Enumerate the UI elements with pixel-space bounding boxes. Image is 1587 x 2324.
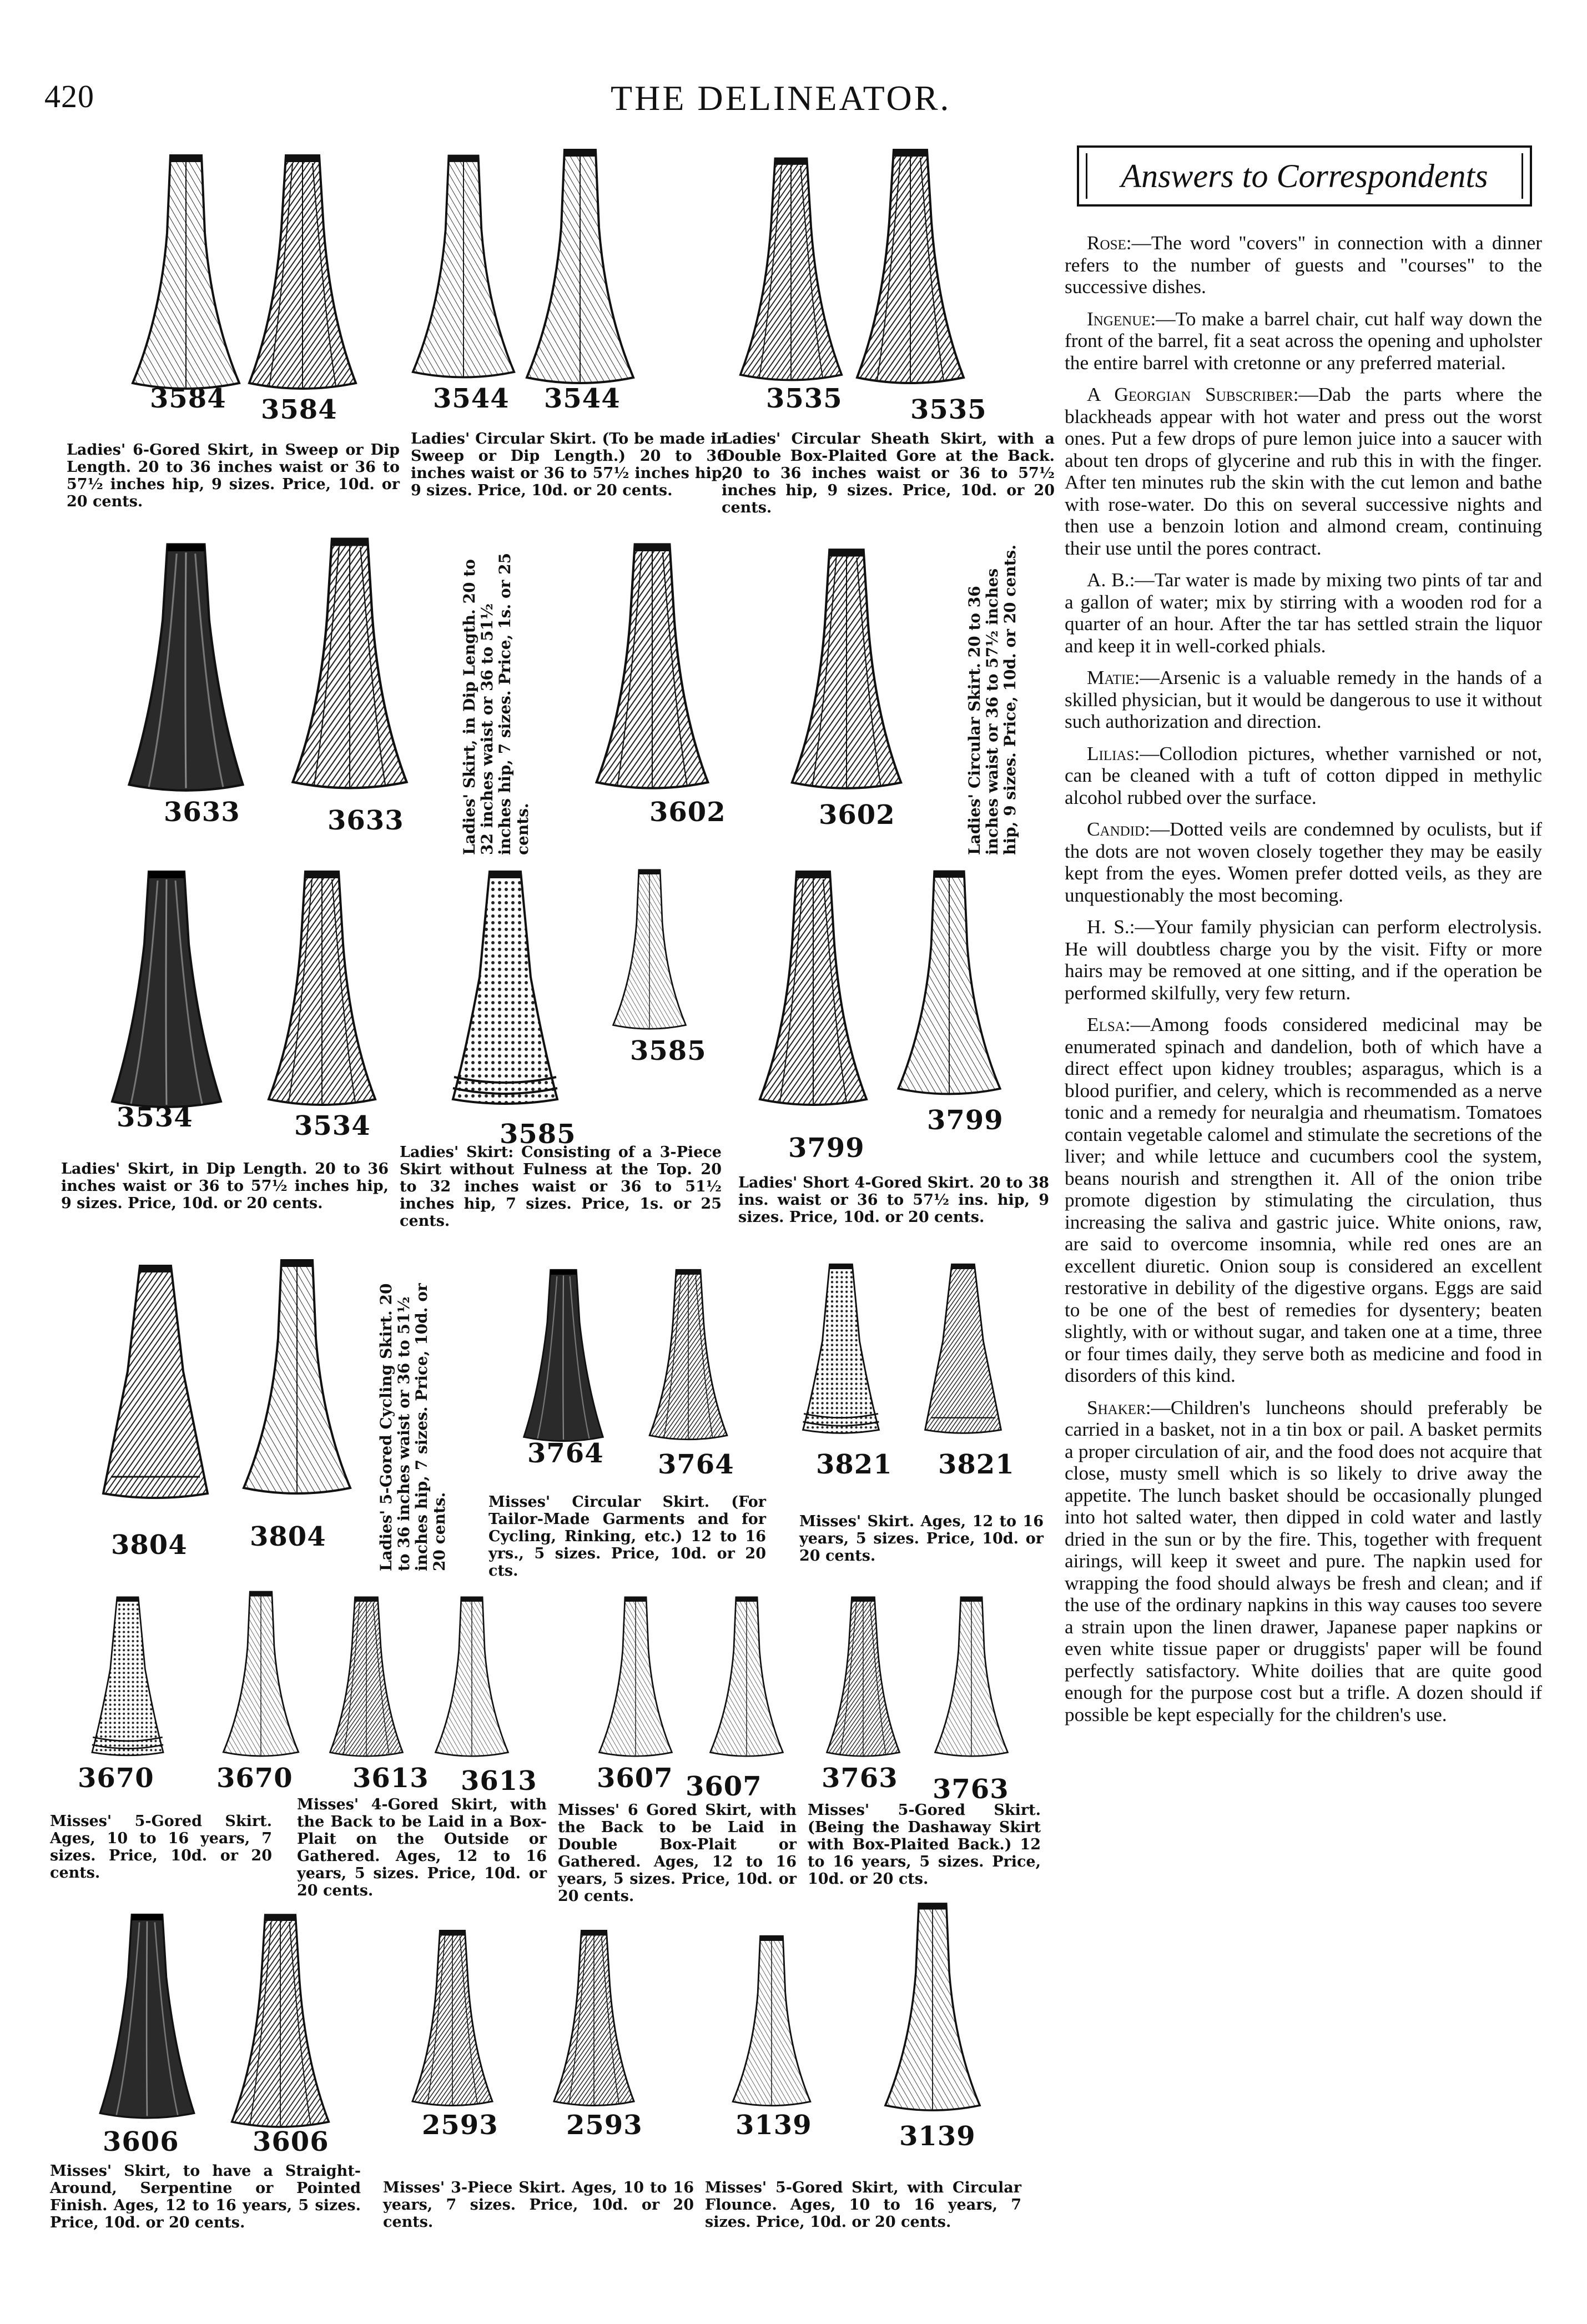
answer-text: —Dab the parts where the blackheads appear with hot water and press out the worst ones. Put a few drops of pure lemon juice into a saucer with about ten drops of glycerine and rub this in with the finger. After ten minutes rub the skin with the cut lemon and bathe with rose-water. Do this on several successive nights and then use a benzoin lotion and almond cream, continuing their use until the pores contract.: [1065, 384, 1542, 559]
correspondent-name: A. B.:: [1087, 569, 1135, 591]
answer-text: —Your family physician can perform electrolysis. He will doubtless charge you by the visit. Fifty or more hairs may be removed at one sitting, and if the operation be performed skilfully, very few return.: [1065, 916, 1543, 1004]
skirt-illustration: [525, 144, 636, 389]
pattern-number: 3606: [253, 2126, 329, 2157]
answers-column: [1065, 232, 1542, 1736]
skirt-illustration: [89, 1260, 222, 1505]
pattern-number: 3139: [735, 2110, 812, 2141]
pattern-number: 2593: [422, 2110, 498, 2141]
pattern-caption: Ladies' Short 4-Gored Skirt. 20 to 38 ins. waist or 36 to 57½ ins. hip, 9 sizes. Price, 10d. or 20 cents.: [738, 1174, 1049, 1226]
pattern-number: 3607: [597, 1763, 673, 1794]
skirt-illustration: [627, 1266, 749, 1443]
skirt-illustration: [921, 1593, 1021, 1760]
skirt-illustration: [117, 539, 255, 794]
pattern-number: 3670: [216, 1763, 293, 1794]
answer-paragraph: [1065, 1014, 1542, 1387]
skirt-illustration: [777, 544, 916, 794]
answer-paragraph: [1065, 384, 1542, 559]
skirt-illustration: [866, 1899, 999, 2115]
skirt-illustration: [810, 1593, 916, 1760]
skirt-illustration: [533, 1926, 655, 2110]
pattern-number: 3584: [261, 394, 337, 425]
pattern-number: 3633: [328, 805, 404, 836]
pattern-caption: Misses' Circular Skirt. (For Tailor-Made Garments and for Cycling, Rinking, etc.) 12 to 16 yrs., 5 sizes. Price, 10d. or 20 cts.: [488, 1493, 766, 1579]
pattern-number: 3534: [294, 1110, 371, 1141]
skirt-illustration: [233, 1255, 361, 1499]
pattern-number: 3799: [788, 1133, 865, 1164]
pattern-number: 3535: [910, 394, 987, 425]
correspondent-name: Matie:: [1087, 667, 1140, 688]
answer-text: —Dotted veils are condemned by oculists, but if the dots are not woven closely together they may be easily kept from the eyes. Women prefer dotted veils, as they are unquestionably the most becoming.: [1065, 818, 1542, 906]
pattern-number: 3763: [822, 1763, 898, 1794]
correspondent-name: Ingenue:: [1087, 308, 1156, 330]
skirt-illustration: [389, 1926, 516, 2110]
pattern-number: 3534: [117, 1102, 193, 1133]
skirt-illustration: [283, 533, 416, 794]
answer-paragraph: [1065, 308, 1542, 374]
pattern-caption: Misses' 5-Gored Skirt. (Being the Dashaway Skirt with Box-Plaited Back.) 12 to 16 years, 5 sizes. Price, 10d. or 20 cts.: [808, 1802, 1041, 1888]
skirt-illustration: [694, 1593, 799, 1760]
correspondent-name: Lilias:: [1087, 742, 1140, 764]
page-number: 420: [44, 78, 94, 114]
pattern-caption: Misses' 6 Gored Skirt, with the Back to be Laid in Double Box-Plait or Gathered. Ages, 12 to 16 years, 5 sizes. Price, 10d. or 20 cents.: [558, 1802, 797, 1905]
skirt-illustration: [247, 150, 358, 394]
answer-text: —Tar water is made by mixing two pints of tar and a gallon of water; mix by stirring with a wooden rod for a quarter of an hour. After the tar has settled strain the liquor and keep it in well-corked phials.: [1065, 569, 1543, 657]
pattern-number: 3764: [658, 1449, 734, 1480]
skirt-illustration: [855, 144, 966, 389]
pattern-caption: Misses' 5-Gored Skirt, with Circular Flounce. Ages, 10 to 16 years, 7 sizes. Price, 10d. or 20 cents.: [705, 2179, 1021, 2231]
pattern-caption: Misses' 5-Gored Skirt. Ages, 10 to 16 years, 7 sizes. Price, 10d. or 20 cents.: [50, 1813, 272, 1882]
skirt-illustration: [716, 1932, 827, 2110]
correspondent-name: Rose:: [1087, 232, 1132, 254]
pattern-caption: Ladies' Skirt, in Dip Length. 20 to 36 inches waist or 36 to 57½ inches hip, 9 sizes. Price, 10d. or 20 cents.: [61, 1160, 389, 1212]
pattern-number: 3584: [150, 383, 226, 414]
correspondent-name: Elsa:: [1087, 1014, 1131, 1035]
pattern-number: 2593: [566, 2110, 643, 2141]
skirt-illustration: [83, 1910, 211, 2121]
pattern-number: 3804: [111, 1530, 188, 1561]
pattern-number: 3602: [819, 799, 895, 831]
skirt-illustration: [788, 1260, 894, 1438]
answer-text: —Among foods considered medicinal may be enumerated spinach and dandelion, both of which have a direct effect upon kidney troubles; asparagus, which is a blood purifier, and celery, which is recommended as a nerve tonic and a remedy for neuralgia and rheumatism. Tomatoes contain vegetable calomel and stimulate the secretions of the liver; and while lettuce and cucumbers cool the system, beans nourish and strengthen it. All of the onion tribe promote digestion by stimulating the circulation, thus increasing the saliva and gastric juice. White onions, raw, are said to overcome insomnia, while red ones are an excellent diuretic. Onion soup is considered an excellent restorative in debility of the digestive organs. Eggs are said to be one of the best of remedies for dysentery; beaten slightly, with or without sugar, and taken one at a time, three or four times daily, they serve both as medicine and food in disorders of this kind.: [1065, 1014, 1542, 1386]
pattern-number: 3544: [544, 383, 621, 414]
skirt-illustration: [744, 866, 883, 1110]
pattern-number: 3139: [899, 2121, 976, 2152]
skirt-illustration: [583, 1593, 688, 1760]
correspondent-name: A Georgian Subscriber:: [1087, 384, 1299, 405]
pattern-caption: Misses' Skirt, to have a Straight-Around, Serpentine or Pointed Finish. Ages, 12 to 16 years, 5 sizes. Price, 10d. or 20 cents.: [50, 2162, 361, 2231]
skirt-illustration: [500, 1266, 627, 1443]
skirt-illustration: [910, 1260, 1016, 1438]
skirt-illustration: [605, 866, 694, 1033]
pattern-number: 3613: [352, 1763, 429, 1794]
skirt-illustration: [316, 1593, 416, 1760]
skirt-illustration: [422, 1593, 522, 1760]
answer-paragraph: [1065, 818, 1542, 906]
pattern-number: 3544: [433, 383, 510, 414]
pattern-number: 3606: [103, 2126, 179, 2157]
pattern-caption: Misses' Skirt. Ages, 12 to 16 years, 5 sizes. Price, 10d. or 20 cents.: [799, 1513, 1044, 1565]
pattern-number: 3764: [527, 1438, 604, 1469]
pattern-caption: Ladies' Circular Skirt. (To be made in Sweep or Dip Length.) 20 to 36 inches waist or 36 to 57½ inches hip, 9 sizes. Price, 10d. or 20 cents.: [411, 430, 727, 499]
pattern-number: 3763: [933, 1774, 1009, 1805]
pattern-caption: Misses' 4-Gored Skirt, with the Back to be Laid in a Box-Plait on the Outside or Gathered. Ages, 12 to 16 years, 5 sizes. Price, 10d. or 20 cents.: [297, 1796, 547, 1899]
skirt-illustration: [577, 539, 727, 794]
skirt-illustration: [67, 1593, 189, 1760]
skirt-illustration: [427, 866, 583, 1110]
pattern-number: 3804: [250, 1521, 326, 1552]
answer-paragraph: [1065, 743, 1542, 809]
skirt-illustration: [255, 866, 389, 1110]
pattern-number: 3613: [461, 1765, 537, 1797]
correspondent-name: Candid:: [1087, 818, 1150, 840]
answer-text: —To make a barrel chair, cut half way down the front of the barrel, fit a seat across the opening and upholster the entire barrel with cretonne or any preferred material.: [1065, 308, 1542, 374]
skirt-illustration: [130, 150, 241, 394]
skirt-illustration: [216, 1910, 344, 2132]
pattern-caption: Misses' 3-Piece Skirt. Ages, 10 to 16 years, 7 sizes. Price, 10d. or 20 cents.: [383, 2179, 694, 2231]
pattern-number: 3602: [649, 797, 726, 828]
answer-text: —The word "covers" in connection with a dinner refers to the number of guests and "courses" to the successive dishes.: [1065, 232, 1542, 298]
pattern-number: 3821: [816, 1449, 893, 1480]
column-heading-box: [1077, 145, 1532, 207]
answer-text: —Arsenic is a valuable remedy in the hands of a skilled physician, but it would be dangerous to use it without such authorization and direction.: [1065, 667, 1542, 732]
skirt-illustration: [411, 144, 516, 389]
pattern-number: 3633: [164, 797, 240, 828]
pattern-number: 3585: [500, 1119, 576, 1150]
pattern-caption: Ladies' 6-Gored Skirt, in Sweep or Dip Length. 20 to 36 inches waist or 36 to 57½ inches hip, 9 sizes. Price, 10d. or 20 cents.: [67, 441, 400, 510]
pattern-number: 3585: [630, 1035, 707, 1067]
pattern-caption: Ladies' Skirt: Consisting of a 3-Piece Skirt without Fulness at the Top. 20 to 32 inches waist or 36 to 51½ inches hip, 7 sizes. Price, 1s. or 25 cents.: [400, 1144, 722, 1230]
pattern-caption-vertical: Ladies' 5-Gored Cycling Skirt. 20 to 36 inches waist or 36 to 51½ inches hip, 7 sizes. Price, 10d. or 20 cents.: [377, 1283, 449, 1571]
answer-paragraph: [1065, 1397, 1542, 1726]
answer-paragraph: [1065, 569, 1542, 657]
answer-text: —Collodion pictures, whether varnished or not, can be cleaned with a tuft of cotton dipped in methylic alcohol rubbed over the surface.: [1065, 742, 1542, 808]
pattern-number: 3607: [686, 1771, 762, 1802]
pattern-caption-vertical: Ladies' Circular Skirt. 20 to 36 inches waist or 36 to 57½ inches hip, 9 sizes. Price, 10d. or 20 cents.: [965, 544, 1019, 855]
pattern-number: 3670: [78, 1763, 154, 1794]
pattern-number: 3821: [938, 1449, 1015, 1480]
pattern-caption: Ladies' Circular Sheath Skirt, with a Double Box-Plaited Gore at the Back. 20 to 36 inches waist or 36 to 57½ inches hip, 9 sizes. Price, 10d. or 20 cents.: [722, 430, 1055, 516]
answer-text: —Children's luncheons should preferably be carried in a basket, not in a tin box or pail. A basket permits a proper circulation of air, and the food does not acquire that close, musty smell which is so likely to drive away the appetite. The lunch basket should be occasionally plunged into hot salted water, then dipped in cold water and lastly dried in the sun or by the fire. This, together with frequent airings, will keep it sweet and pure. The napkin used for wrapping the food should always be fresh and clean; and if the use of the ordinary napkins in this way causes too severe a strain upon the linen drawer, Japanese paper napkins or even white tissue paper or druggists' paper will be found perfectly satisfactory. White doilies that are quite good enough for the purpose cost but a trifle. A dozen should if possible be kept especially for the children's use.: [1065, 1396, 1542, 1726]
answer-paragraph: [1065, 667, 1542, 733]
skirt-illustration: [83, 866, 250, 1110]
answer-paragraph: [1065, 232, 1542, 298]
skirt-illustration: [200, 1588, 322, 1760]
pattern-number: 3535: [766, 383, 843, 414]
correspondent-name: Shaker:: [1087, 1396, 1151, 1418]
correspondent-name: H. S.:: [1087, 916, 1135, 938]
running-head: THE DELINEATOR.: [611, 78, 951, 118]
answer-paragraph: [1065, 916, 1542, 1004]
pattern-caption-vertical: Ladies' Skirt, in Dip Length. 20 to 32 inches waist or 36 to 51½ inches hip, 7 sizes. Price, 1s. or 25 cents.: [460, 552, 532, 855]
skirt-illustration: [894, 866, 1005, 1099]
pattern-number: 3799: [927, 1105, 1004, 1136]
skirt-illustration: [738, 144, 844, 394]
column-heading: Answers to Correspondents: [1086, 153, 1523, 199]
